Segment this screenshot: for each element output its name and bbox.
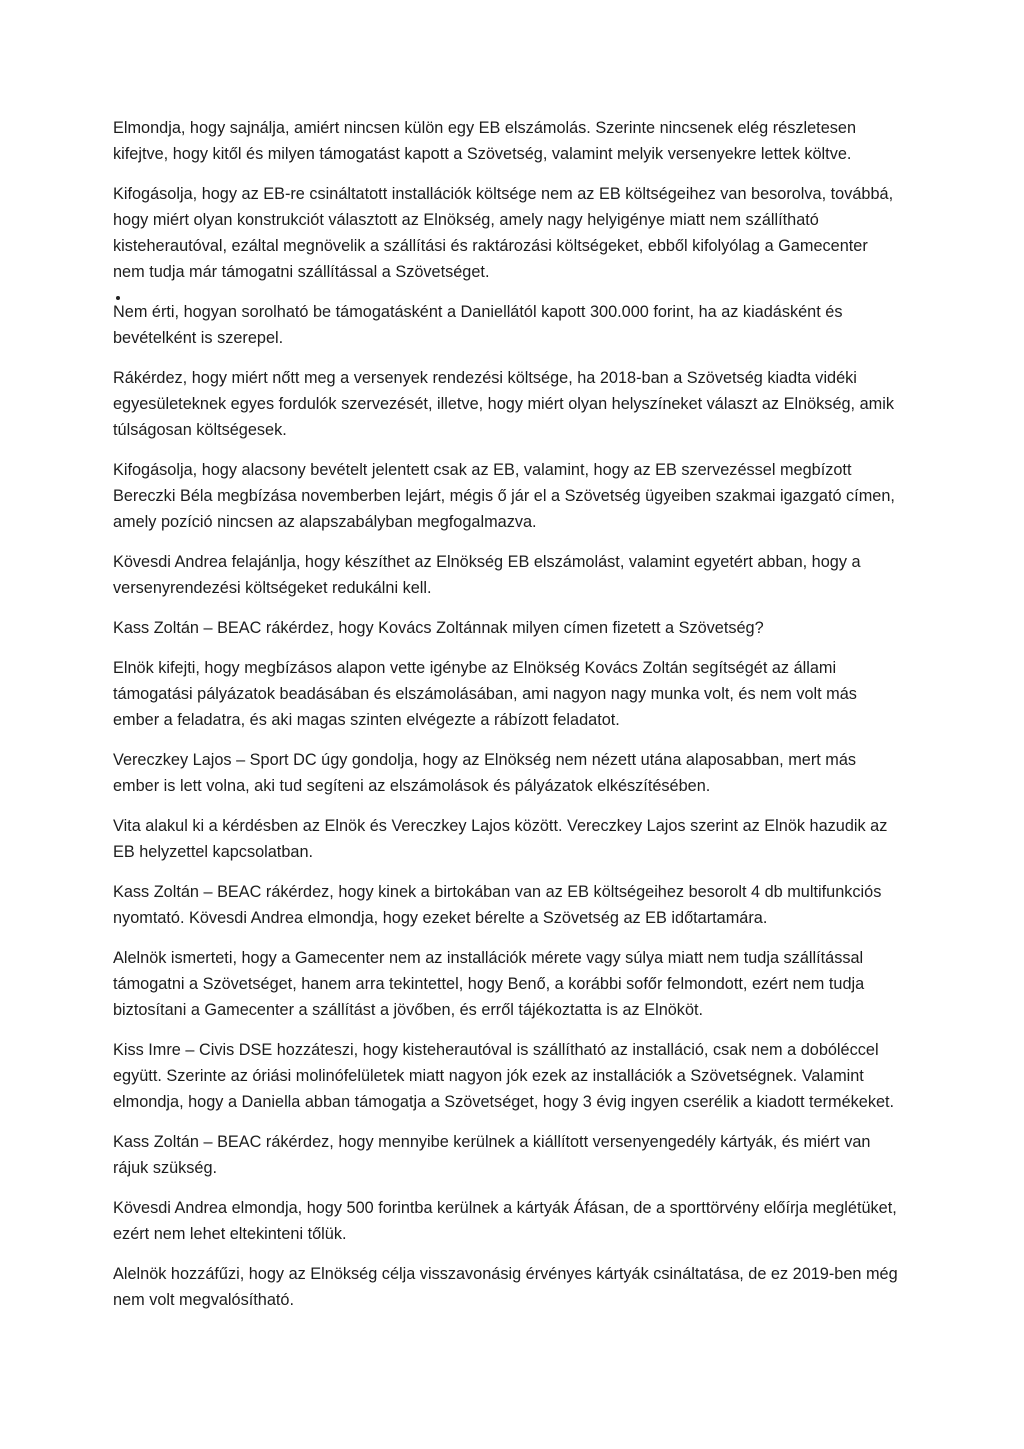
paragraph: Alelnök ismerteti, hogy a Gamecenter nem az installációk mérete vagy súlya miatt nem tudja szállítással támogatni a Szövetséget, hanem arra tekintettel, hogy Benő, a korábbi sofőr felmondott, ezért nem tudja biztosítani a Gamecenter a szállítást a jövőben, és erről tájékoztatta is az Elnököt. <box>113 949 865 1019</box>
paragraph: Elnök kifejti, hogy megbízásos alapon vette igénybe az Elnökség Kovács Zoltán segítségét az állami támogatási pályázatok beadásában és elszámolásában, ami nagyon nagy munka volt, és nem volt más ember a feladatra, és aki magas szinten elvégezte a rábízott feladatot. <box>113 659 857 729</box>
document-body <box>113 115 903 1327</box>
paragraph: Kövesdi Andrea elmondja, hogy 500 forintba kerülnek a kártyák Áfásan, de a sporttörvény előírja meglétüket, ezért nem lehet eltekinteni tőlük. <box>113 1199 897 1243</box>
paragraph: Kass Zoltán – BEAC rákérdez, hogy kinek a birtokában van az EB költségeihez besorolt 4 db multifunkciós nyomtató. Kövesdi Andrea elmondja, hogy ezeket bérelte a Szövetség az EB időtartamára. <box>113 883 882 927</box>
paragraph: Kiss Imre – Civis DSE hozzáteszi, hogy kisteherautóval is szállítható az installáció, csak nem a dobóléccel együtt. Szerinte az óriási molinófelületek miatt nagyon jók ezek az installációk a Szövetségnek. Valamint elmondja, hogy a Daniella abban támogatja a Szövetséget, hogy 3 évig ingyen cserélik a kiadott termékeket. <box>113 1041 895 1111</box>
paragraph: Alelnök hozzáfűzi, hogy az Elnökség célja visszavonásig érvényes kártyák csináltatása, de ez 2019-ben még nem volt megvalósítható. <box>113 1265 898 1309</box>
paragraph: Kifogásolja, hogy az EB-re csináltatott installációk költsége nem az EB költségeihez van besorolva, továbbá, hogy miért olyan konstrukciót választott az Elnökség, amely nagy helyigénye miatt nem szállítható kisteherautóval, ezáltal megnövelik a szállítási és raktározási költségeket, ebből kifolyólag a Gamecenter nem tudja már támogatni szállítással a Szövetséget. <box>113 185 894 281</box>
paragraph: Kövesdi Andrea felajánlja, hogy készíthet az Elnökség EB elszámolást, valamint egyetért abban, hogy a versenyrendezési költségeket redukálni kell. <box>113 553 861 597</box>
scan-artifact-dot <box>116 296 120 300</box>
paragraph: Nem érti, hogyan sorolható be támogatásként a Daniellától kapott 300.000 forint, ha az kiadásként és bevételként is szerepel. <box>113 303 843 347</box>
paragraph: Kifogásolja, hogy alacsony bevételt jelentett csak az EB, valamint, hogy az EB szervezéssel megbízott Bereczki Béla megbízása novemberben lejárt, mégis ő jár el a Szövetség ügyeiben szakmai igazgató címen, amely pozíció nincsen az alapszabályban megfogalmazva. <box>113 461 895 531</box>
paragraph: Kass Zoltán – BEAC rákérdez, hogy Kovács Zoltánnak milyen címen fizetett a Szövetség? <box>113 619 764 637</box>
paragraph: Vita alakul ki a kérdésben az Elnök és Vereczkey Lajos között. Vereczkey Lajos szerint az Elnök hazudik az EB helyzettel kapcsolatban. <box>113 817 888 861</box>
paragraph: Elmondja, hogy sajnálja, amiért nincsen külön egy EB elszámolás. Szerinte nincsenek elég részletesen kifejtve, hogy kitől és milyen támogatást kapott a Szövetség, valamint melyik versenyekre lettek költve. <box>113 119 857 163</box>
paragraph: Vereczkey Lajos – Sport DC úgy gondolja, hogy az Elnökség nem nézett utána alaposabban, mert más ember is lett volna, aki tud segíteni az elszámolások és pályázatok elkészítésében. <box>113 751 857 795</box>
paragraph: Kass Zoltán – BEAC rákérdez, hogy mennyibe kerülnek a kiállított versenyengedély kártyák, és miért van rájuk szükség. <box>113 1133 871 1177</box>
paragraph: Rákérdez, hogy miért nőtt meg a versenyek rendezési költsége, ha 2018-ban a Szövetség kiadta vidéki egyesületeknek egyes fordulók szervezését, illetve, hogy miért olyan helyszíneket választ az Elnökség, amik túlságosan költségesek. <box>113 369 894 439</box>
